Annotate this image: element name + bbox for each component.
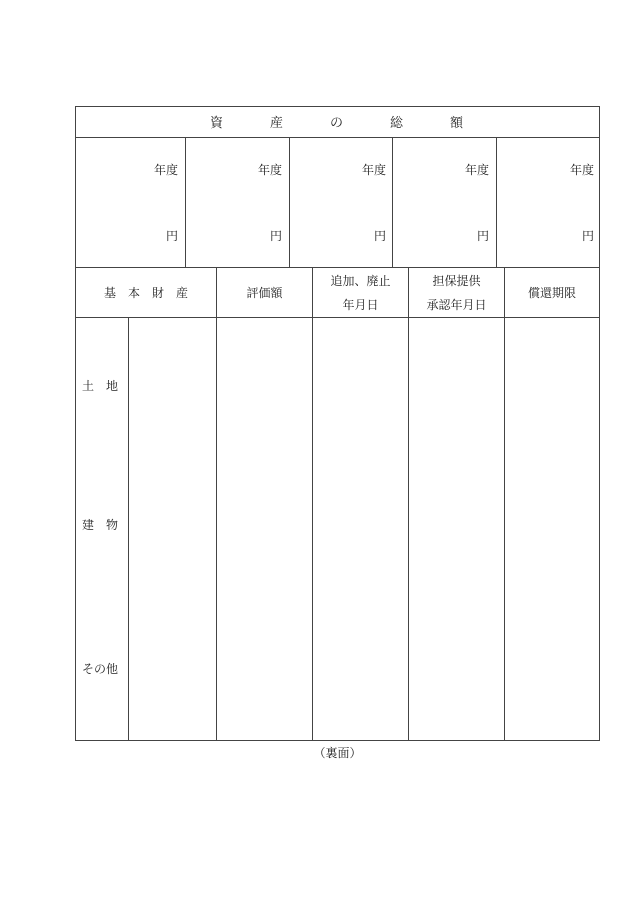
year-label-4: 年度 [464,163,489,177]
header-valuation: 評価額 [246,286,283,300]
year-divider-3 [392,137,393,267]
title-char-2: 産 [270,116,284,131]
yen-label-1: 円 [165,229,178,243]
yen-label-4: 円 [476,229,489,243]
row-label-other: その他 [82,662,119,676]
yen-label-3: 円 [373,229,386,243]
form-title [75,116,600,132]
yen-label-2: 円 [269,229,282,243]
valuation-column-divider [216,267,217,741]
year-label-1: 年度 [153,163,178,177]
year-label-2: 年度 [257,163,282,177]
title-char-1: 資 [210,116,224,131]
year-label-3: 年度 [361,163,386,177]
year-divider-2 [289,137,290,267]
row-label-building: 建 物 [82,518,119,532]
header-repayment: 償還期限 [527,286,576,300]
yen-label-5: 円 [581,229,594,243]
repayment-column-divider [504,267,505,741]
title-char-3: の [330,116,344,131]
year-label-5: 年度 [569,163,594,177]
row-label-land: 土 地 [82,379,119,393]
header-add-abolish-line1: 追加、廃止 [330,274,391,288]
add-abolish-column-divider [312,267,313,741]
year-section-divider [75,267,600,268]
title-divider [75,137,600,138]
title-char-5: 額 [450,116,464,131]
collateral-column-divider [408,267,409,741]
year-divider-1 [185,137,186,267]
header-add-abolish-line2: 年月日 [342,298,379,312]
header-divider [75,317,600,318]
asset-form-frame [75,106,600,741]
header-collateral-line2: 承認年月日 [426,298,487,312]
header-collateral-line1: 担保提供 [432,274,481,288]
year-divider-4 [496,137,497,267]
category-column-divider [128,317,129,741]
reverse-side-caption: （裏面） [313,746,362,760]
title-char-4: 総 [390,116,404,131]
header-basic-property: 基 本 財 産 [103,286,188,300]
